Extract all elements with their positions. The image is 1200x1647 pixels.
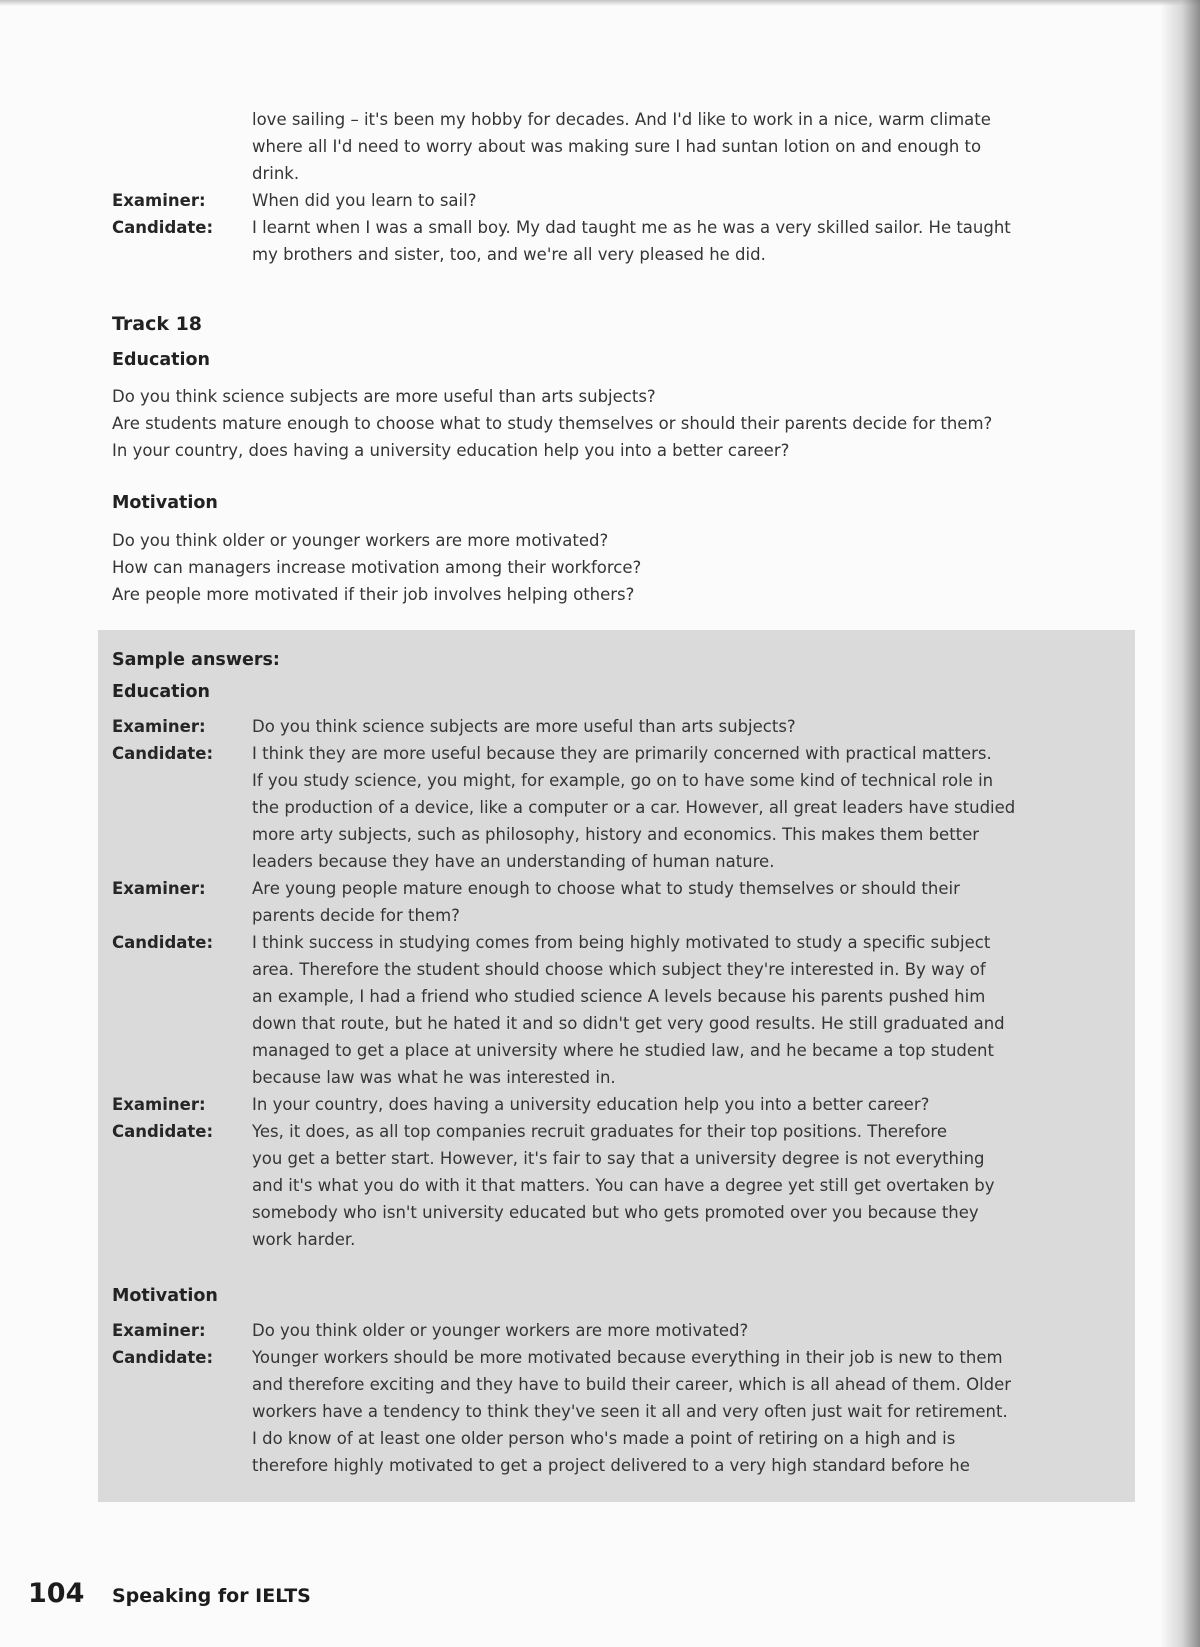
speaker-label: Examiner:: [112, 1095, 206, 1114]
text-line: I do know of at least one older person who's made a point of retiring on a high and is: [252, 1429, 956, 1448]
text-line: work harder.: [252, 1230, 356, 1249]
text-line: I think success in studying comes from being highly motivated to study a specific subject: [252, 933, 991, 952]
text-line: somebody who isn't university educated but who gets promoted over you because they: [252, 1203, 979, 1222]
question-line: Do you think science subjects are more useful than arts subjects?: [112, 387, 656, 406]
text-line: and therefore exciting and they have to build their career, which is all ahead of them. Older: [252, 1375, 1012, 1394]
speaker-label: Examiner:: [112, 717, 206, 736]
text-line: an example, I had a friend who studied science A levels because his parents pushed him: [252, 987, 986, 1006]
speaker-label: Candidate:: [112, 1122, 214, 1141]
text-line: Do you think older or younger workers are more motivated?: [252, 1321, 749, 1340]
continuation-text: [252, 106, 1112, 187]
text-line: When did you learn to sail?: [252, 191, 477, 210]
text-line: Younger workers should be more motivated because everything in their job is new to them: [252, 1348, 1003, 1367]
question-line: Are people more motivated if their job involves helping others?: [112, 585, 635, 604]
speaker-label: Candidate:: [112, 933, 214, 952]
dialogue-turn: [112, 1344, 1112, 1479]
question-line: In your country, does having a university education help you into a better career?: [112, 441, 790, 460]
text-line: down that route, but he hated it and so didn't get very good results. He still graduated and: [252, 1014, 1005, 1033]
page-top-shadow: [0, 0, 1200, 6]
text-line: leaders because they have an understanding of human nature.: [252, 852, 775, 871]
dialogue-turn: [112, 1091, 1112, 1118]
text-line: parents decide for them?: [252, 906, 460, 925]
section-heading: Education: [112, 350, 210, 370]
text-line: therefore highly motivated to get a project delivered to a very high standard before he: [252, 1456, 970, 1475]
question-line: Are students mature enough to choose what to study themselves or should their parents decide for them?: [112, 414, 993, 433]
text-line: Yes, it does, as all top companies recruit graduates for their top positions. Therefore: [252, 1122, 947, 1141]
text-line: area. Therefore the student should choose which subject they're interested in. By way of: [252, 960, 986, 979]
dialogue-turn: [112, 740, 1112, 875]
sample-answers-title: Sample answers:: [112, 650, 280, 670]
page-edge-shadow: [1160, 0, 1200, 1647]
text-line: If you study science, you might, for example, go on to have some kind of technical role in: [252, 771, 994, 790]
speaker-label: Candidate:: [112, 1348, 214, 1367]
text-line: drink.: [252, 164, 300, 183]
text-line: workers have a tendency to think they've seen it all and very often just wait for retirement.: [252, 1402, 1008, 1421]
text-line: I think they are more useful because they are primarily concerned with practical matters.: [252, 744, 992, 763]
text-line: my brothers and sister, too, and we're all very pleased he did.: [252, 245, 766, 264]
text-line: love sailing – it's been my hobby for decades. And I'd like to work in a nice, warm climate: [252, 110, 991, 129]
text-line: Are young people mature enough to choose what to study themselves or should their: [252, 879, 960, 898]
book-title: Speaking for IELTS: [112, 1585, 311, 1607]
text-line: you get a better start. However, it's fair to say that a university degree is not everything: [252, 1149, 985, 1168]
text-line: because law was what he was interested in.: [252, 1068, 616, 1087]
dialogue-turn: [112, 713, 1112, 740]
text-line: where all I'd need to worry about was making sure I had suntan lotion on and enough to: [252, 137, 982, 156]
dialogue-turn: [112, 214, 1112, 268]
speaker-label: Examiner:: [112, 1321, 206, 1340]
dialogue-turn: [112, 929, 1112, 1091]
section-heading: Education: [112, 682, 210, 702]
dialogue-turn: [112, 875, 1112, 929]
dialogue-turn: [112, 1317, 1112, 1344]
section-heading: Motivation: [112, 1286, 218, 1306]
section-heading: Motivation: [112, 493, 218, 513]
text-line: more arty subjects, such as philosophy, history and economics. This makes them better: [252, 825, 980, 844]
text-line: I learnt when I was a small boy. My dad taught me as he was a very skilled sailor. He taught: [252, 218, 1011, 237]
page-number: 104: [28, 1578, 85, 1609]
text-line: and it's what you do with it that matters. You can have a degree yet still get overtaken by: [252, 1176, 995, 1195]
text-line: the production of a device, like a computer or a car. However, all great leaders have studied: [252, 798, 1016, 817]
track-title: Track 18: [112, 313, 203, 335]
text-line: Do you think science subjects are more useful than arts subjects?: [252, 717, 796, 736]
dialogue-turn: [112, 187, 1112, 214]
question-line: Do you think older or younger workers are more motivated?: [112, 531, 609, 550]
speaker-label: Candidate:: [112, 218, 214, 237]
question-line: How can managers increase motivation among their workforce?: [112, 558, 642, 577]
text-line: managed to get a place at university where he studied law, and he became a top student: [252, 1041, 994, 1060]
text-line: In your country, does having a university education help you into a better career?: [252, 1095, 930, 1114]
speaker-label: Examiner:: [112, 879, 206, 898]
speaker-label: Examiner:: [112, 191, 206, 210]
dialogue-turn: [112, 1118, 1112, 1253]
speaker-label: Candidate:: [112, 744, 214, 763]
